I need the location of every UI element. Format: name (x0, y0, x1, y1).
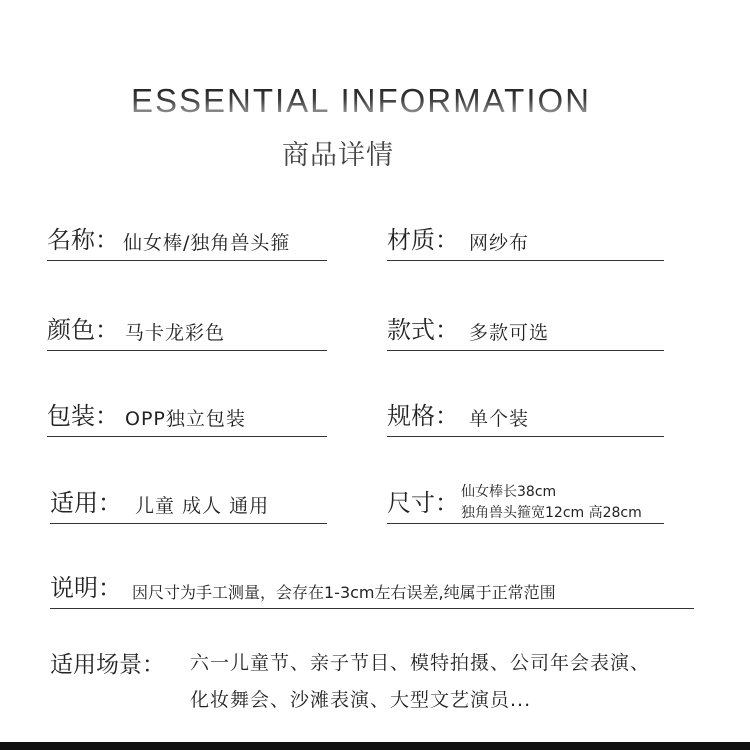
field-note (50, 570, 694, 609)
field-style (387, 312, 664, 351)
field-name (47, 222, 327, 261)
field-size (387, 480, 664, 524)
scene-line-2: 化妆舞会、沙滩表演、大型文艺演员... (190, 689, 532, 711)
field-size-value-line1: 仙女棒长38cm (461, 484, 557, 500)
heading-english: ESSENTIAL INFORMATION (0, 82, 722, 120)
field-material-value: 网纱布 (469, 232, 530, 254)
field-package (47, 398, 327, 437)
field-usage-label: 适用： (50, 489, 122, 517)
scene-line-1: 六一儿童节、亲子节目、模特拍摄、公司年会表演、 (190, 652, 651, 674)
field-name-underline (47, 260, 327, 261)
field-color-underline (47, 350, 327, 351)
field-package-value: OPP独立包装 (125, 408, 246, 430)
field-style-label: 款式： (387, 316, 459, 344)
heading-chinese: 商品详情 (282, 140, 394, 171)
field-material-label: 材质： (387, 226, 459, 254)
field-color-label: 颜色： (47, 316, 119, 344)
bottom-bar (0, 742, 750, 750)
field-package-label: 包装： (47, 402, 119, 430)
field-size-underline (387, 523, 664, 524)
field-note-label: 说明： (50, 574, 122, 602)
field-color (47, 312, 327, 351)
field-usage-value: 儿童 成人 通用 (135, 495, 270, 517)
field-note-value: 因尺寸为手工测量，会存在1-3cm左右误差,纯属于正常范围 (132, 583, 556, 602)
field-usage-underline (50, 523, 327, 524)
field-style-value: 多款可选 (469, 322, 550, 344)
field-spec-value: 单个装 (469, 408, 530, 430)
field-size-value-line2: 独角兽头箍宽12cm 高28cm (461, 505, 642, 521)
field-style-underline (387, 350, 664, 351)
field-name-label: 名称： (47, 226, 119, 254)
field-color-value: 马卡龙彩色 (125, 322, 226, 344)
field-note-underline (50, 608, 694, 609)
field-usage (50, 485, 327, 524)
field-spec-label: 规格： (387, 402, 459, 430)
field-spec-underline (387, 436, 664, 437)
scene-label: 适用场景： (50, 652, 165, 678)
field-package-underline (47, 436, 327, 437)
field-material-underline (387, 260, 664, 261)
field-name-value: 仙女棒/独角兽头箍 (123, 232, 291, 254)
field-material (387, 222, 664, 261)
field-size-label: 尺寸： (387, 489, 459, 517)
field-spec (387, 398, 664, 437)
